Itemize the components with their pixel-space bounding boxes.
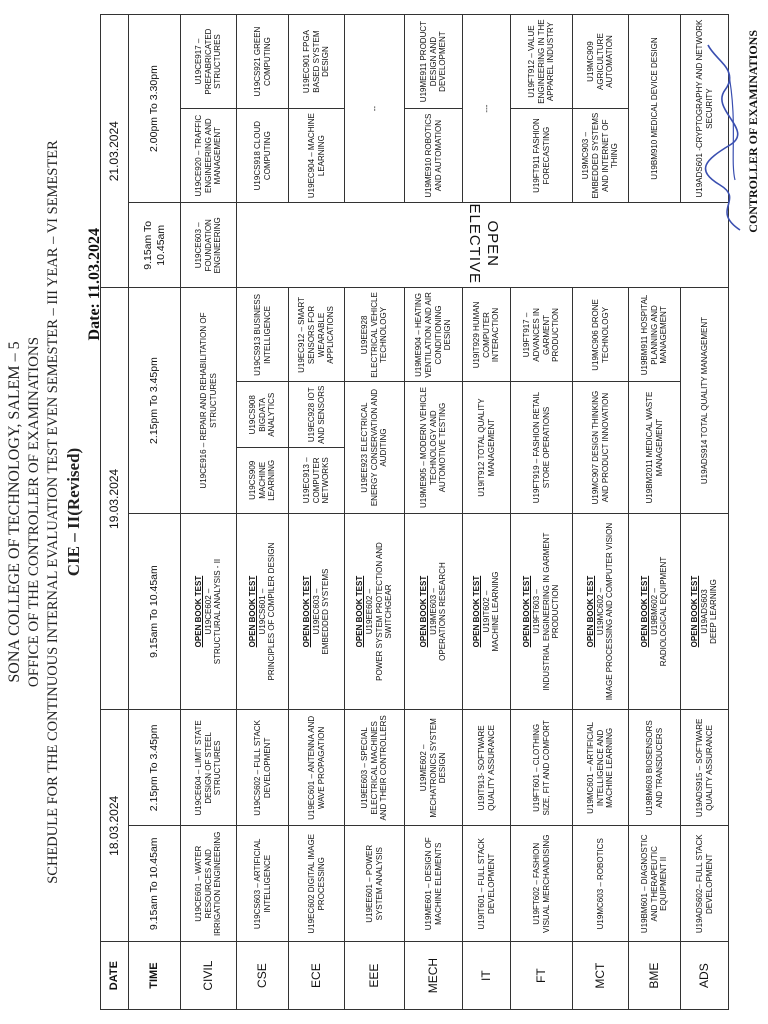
open-book-test-cell: [237, 513, 289, 710]
exam-cell: U19MC601 – ARTIFICIAL INTELLIGENCE AND MACHINE LEARNING: [573, 710, 629, 826]
elective-cell: U19BM910 MEDICAL DEVICE DESIGN: [629, 15, 681, 203]
elective-cell: U19BM2011 MEDICAL WASTE MANAGEMENT: [629, 382, 681, 513]
elective-cell: U19CS908 BIGDATA ANALYTICS: [237, 382, 289, 448]
dept-cell: CIVIL: [181, 942, 237, 1010]
open-book-test-label: OPEN BOOK TEST: [355, 575, 365, 648]
date-19-03: 19.03.2024: [101, 288, 129, 710]
course-name: DEEP LEARNING: [709, 579, 719, 644]
course-name: RADIOLOGICAL EQUIPMENT: [659, 556, 669, 667]
dept-cell: ADS: [681, 942, 729, 1010]
elective-cell: U19BM911 HOSPITAL PLANNING AND MANAGEMENT: [629, 288, 681, 382]
course-code: U19CS601 –: [257, 588, 267, 635]
elective-cell: U19FT911 FASHION FORECASTING: [511, 109, 573, 203]
elective-cell: U19MC907 DESIGN THINKING AND PRODUCT INNOVATION: [573, 382, 629, 513]
course-code: U19BM602 –: [649, 588, 659, 635]
issue-date: Date: 11.03.2024: [86, 228, 103, 341]
course-code: U19EC603 –: [311, 588, 321, 635]
elective-cell: U19FT912 – VALUE ENGINEERING IN THE APPAREL INDUSTRY: [511, 15, 573, 109]
elective-cell: U19EC913 – COMPUTER NETWORKS: [289, 448, 345, 514]
exam-cell: U19EC602 DIGITAL IMAGE PROCESSING: [289, 826, 345, 942]
elective-cell: U19CS913 BUSINESS INTELLIGENCE: [237, 288, 289, 382]
open-book-test-cell: [345, 513, 405, 710]
exam-cell: U19CE601 – WATER RESOURCES AND IRRIGATION ENGINEERING: [181, 826, 237, 942]
course-name: INDUSTRIAL ENGINEERING IN GARMENT PRODUCTION: [541, 532, 561, 691]
exam-schedule-table: [100, 14, 729, 1010]
exam-cell: U19ME601 – DESIGN OF MACHINE ELEMENTS: [405, 826, 463, 942]
open-book-test-label: OPEN BOOK TEST: [472, 575, 482, 648]
exam-cell: U19CS603 – ARTIFICIAL INTELLIGENCE: [237, 826, 289, 942]
elective-cell: U19ME905 – MODERN VEHICLE TECHNOLOGY AND AUTOMOTIVE TESTING: [405, 382, 463, 513]
open-book-test-label: OPEN BOOK TEST: [194, 575, 204, 648]
dept-cell: CSE: [237, 942, 289, 1010]
elective-cell: U19ME911 PRODUCT DESIGN AND DEVELOPMENT: [405, 15, 463, 109]
time-slot: 2.00pm To 3.30pm: [129, 15, 181, 203]
office-name: OFFICE OF THE CONTROLLER OF EXAMINATIONS: [26, 336, 42, 688]
table-row: [573, 15, 629, 1010]
elective-cell: U19EC904 – MACHINE LEARNING: [289, 109, 345, 203]
elective-cell: U19ADS601 -CRYPTOGRAPHY AND NETWORK SECURITY: [681, 15, 729, 203]
table-row: [237, 15, 289, 1010]
open-book-test-cell: [629, 513, 681, 710]
dept-cell: ECE: [289, 942, 345, 1010]
dept-cell: IT: [463, 942, 511, 1010]
time-header-row: [129, 15, 181, 1010]
open-book-test-cell: [289, 513, 345, 710]
signature: [700, 40, 750, 240]
elective-cell: U19CS909 MACHINE LEARNING: [237, 448, 289, 514]
table-row: [181, 15, 237, 1010]
elective-cell: U19EC912 – SMART SENSORS FOR WEARABLE APPLICATIONS: [289, 288, 345, 382]
elective-cell: U19ADS914 TOTAL QUALITY MANAGEMENT: [681, 288, 729, 513]
open-elective-merged-cell: [237, 203, 729, 288]
time-label: TIME: [129, 942, 181, 1010]
table-row: [463, 15, 511, 1010]
exam-cell: U19CE603 – FOUNDATION ENGINEERING: [181, 203, 237, 288]
open-book-test-label: OPEN BOOK TEST: [586, 575, 596, 648]
table-row: [345, 15, 405, 1010]
elective-cell: U19CE916 – REPAIR AND REHABILITATION OF STRUCTURES: [181, 288, 237, 513]
controller-signatory: CONTROLLER OF EXAMINATIONS: [746, 30, 760, 233]
exam-cell: U19CS602 – FULL STACK DEVELOPMENT: [237, 710, 289, 826]
elective-cell: U19CS921 GREEN COMPUTING: [237, 15, 289, 109]
course-name: OPERATIONS RESEARCH: [438, 562, 448, 661]
open-book-test-label: OPEN BOOK TEST: [302, 575, 312, 648]
elective-cell: U19CS918 CLOUD COMPUTING: [237, 109, 289, 203]
date-21-03: 21.03.2024: [101, 15, 129, 288]
open-book-test-cell: [463, 513, 511, 710]
table-row: [629, 15, 681, 1010]
open-book-test-cell: [405, 513, 463, 710]
course-code: U19ADS603: [699, 589, 709, 634]
dept-cell: FT: [511, 942, 573, 1010]
open-book-test-label: OPEN BOOK TEST: [248, 575, 258, 648]
exam-cell: U19FT602 – FASHION VISUAL MERCHANDISING: [511, 826, 573, 942]
open-book-test-label: OPEN BOOK TEST: [419, 575, 429, 648]
elective-cell: U19EC901 FPGA BASED SYSTEM DESIGN: [289, 15, 345, 109]
exam-cell: U19BM603 BIOSENSORS AND TRANSDUCERS: [629, 710, 681, 826]
elective-cell: U19FT917 – ADVANCES IN GARMENT PRODUCTION: [511, 288, 573, 382]
course-name: IMAGE PROCESSING AND COMPUTER VISION: [605, 522, 615, 701]
elective-cell: ---: [463, 15, 511, 203]
course-code: U19FT603 –: [531, 589, 541, 634]
exam-cell: U19ADS602– FULL STACK DEVELOPMENT: [681, 826, 729, 942]
date-18-03: 18.03.2024: [101, 710, 129, 942]
exam-cell: U19IT913- SOFTWARE QUALITY ASSURANCE: [463, 710, 511, 826]
time-slot: 2.15pm To 3.45pm: [129, 710, 181, 826]
exam-cell: U19IT601 – FULL STACK DEVELOPMENT: [463, 826, 511, 942]
elective-cell: U19EE928 ELECTRICAL VEHICLE TECHNOLOGY: [345, 288, 405, 382]
table-row: [289, 15, 345, 1010]
open-book-test-cell: [511, 513, 573, 710]
course-name: EMBEDDED SYSTEMS: [321, 568, 331, 655]
open-book-test-cell: [181, 513, 237, 710]
elective-cell: U19CE917 – PREFABRICATED STRUCTURES: [181, 15, 237, 109]
exam-cell: U19ME602 – MECHATRONICS SYSTEM DESIGN: [405, 710, 463, 826]
exam-cell: U19EE603 – SPECIAL ELECTRICAL MACHINES AND THEIR CONTROLLERS: [345, 710, 405, 826]
date-label: DATE: [101, 942, 129, 1010]
time-slot: 2.15pm To 3.45pm: [129, 288, 181, 513]
cie-title: CIE – II(Revised): [64, 447, 83, 577]
open-book-test-cell: [573, 513, 629, 710]
open-book-test-label: OPEN BOOK TEST: [640, 575, 650, 648]
exam-cell: U19BM601 – DIAGNOSTIC AND THERAPEUTIC EQUIPMENT II: [629, 826, 681, 942]
dept-cell: BME: [629, 942, 681, 1010]
course-name: POWER SYSTEM PROTECTION AND SWITCHGEAR: [374, 542, 394, 681]
elective-cell: U19IT912 TOTAL QUALITY MANAGEMENT: [463, 382, 511, 513]
schedule-title: SCHEDULE FOR THE CONTINUOUS INTERNAL EVALUATION TEST EVEN SEMESTER – III YEAR – VI SEMESTER: [45, 140, 61, 884]
dept-cell: MCT: [573, 942, 629, 1010]
dept-cell: EEE: [345, 942, 405, 1010]
course-name: STRUCTURAL ANALYSIS - II: [213, 558, 223, 665]
college-name: SONA COLLEGE OF TECHNOLOGY, SALEM – 5: [6, 341, 23, 683]
dept-cell: MECH: [405, 942, 463, 1010]
elective-cell: --: [345, 15, 405, 203]
time-slot: 9.15am To 10.45am: [129, 513, 181, 710]
elective-cell: U19MC903 – EMBEDDED SYSTEMS AND INTERNET OF THING: [573, 109, 629, 203]
elective-cell: U19IT929 HUMAN COMPUTER INTERACTION: [463, 288, 511, 382]
time-slot: 9.15am To 10.45am: [129, 826, 181, 942]
open-book-test-label: OPEN BOOK TEST: [522, 575, 532, 648]
course-name: MACHINE LEARNING: [491, 571, 501, 652]
course-code: U19CE602 –: [203, 588, 213, 635]
table-row: [405, 15, 463, 1010]
date-header-row: [101, 15, 129, 1010]
elective-cell: U19ME910 ROBOTICS AND AUTOMATION: [405, 109, 463, 203]
course-code: U19ME603 –: [428, 588, 438, 635]
exam-cell: U19EE601 – POWER SYSTEM ANALYSIS: [345, 826, 405, 942]
course-code: U19EE602 –: [364, 588, 374, 635]
course-name: PRINCIPLES OF COMPILER DESIGN: [267, 542, 277, 681]
table-row: [511, 15, 573, 1010]
elective-cell: U19ME904 – HEATING VENTILATION AND AIR CONDITIONING DESIGN: [405, 288, 463, 382]
course-code: U19MC602 –: [595, 587, 605, 636]
exam-cell: U19ADS915 – SOFTWARE QUALITY ASSURANCE: [681, 710, 729, 826]
elective-cell: U19FT919 – FASHION RETAIL STORE OPERATIONS: [511, 382, 573, 513]
open-book-test-label: OPEN BOOK TEST: [690, 575, 700, 648]
elective-cell: U19EC928 IOT AND SENSORS: [289, 382, 345, 448]
open-elective-label: OPEN ELECTIVE: [465, 203, 501, 285]
time-slot: 9.15am To 10.45am: [129, 203, 181, 288]
exam-cell: U19EC601 – ANTENNA AND WAVE PROPAGATION: [289, 710, 345, 826]
elective-cell: U19MC906 DRONE TECHNOLOGY: [573, 288, 629, 382]
open-book-test-cell: [681, 513, 729, 710]
course-code: U19IT602 –: [481, 590, 491, 633]
exam-cell: U19CE604 – LIMIT STATE DESIGN OF STEEL STRUCTURES: [181, 710, 237, 826]
elective-cell: U19MC909 AGRICULTURE AUTOMATION: [573, 15, 629, 109]
elective-cell: U19CE920 – TRAFFIC ENGINEERING AND MANAGEMENT: [181, 109, 237, 203]
elective-cell: U19EE923 ELECTRICAL ENERGY CONSERVATION AND AUDITING: [345, 382, 405, 513]
exam-cell: U19MC603 – ROBOTICS: [573, 826, 629, 942]
exam-cell: U19FT601 – CLOTHING SIZE, FIT AND COMFORT: [511, 710, 573, 826]
